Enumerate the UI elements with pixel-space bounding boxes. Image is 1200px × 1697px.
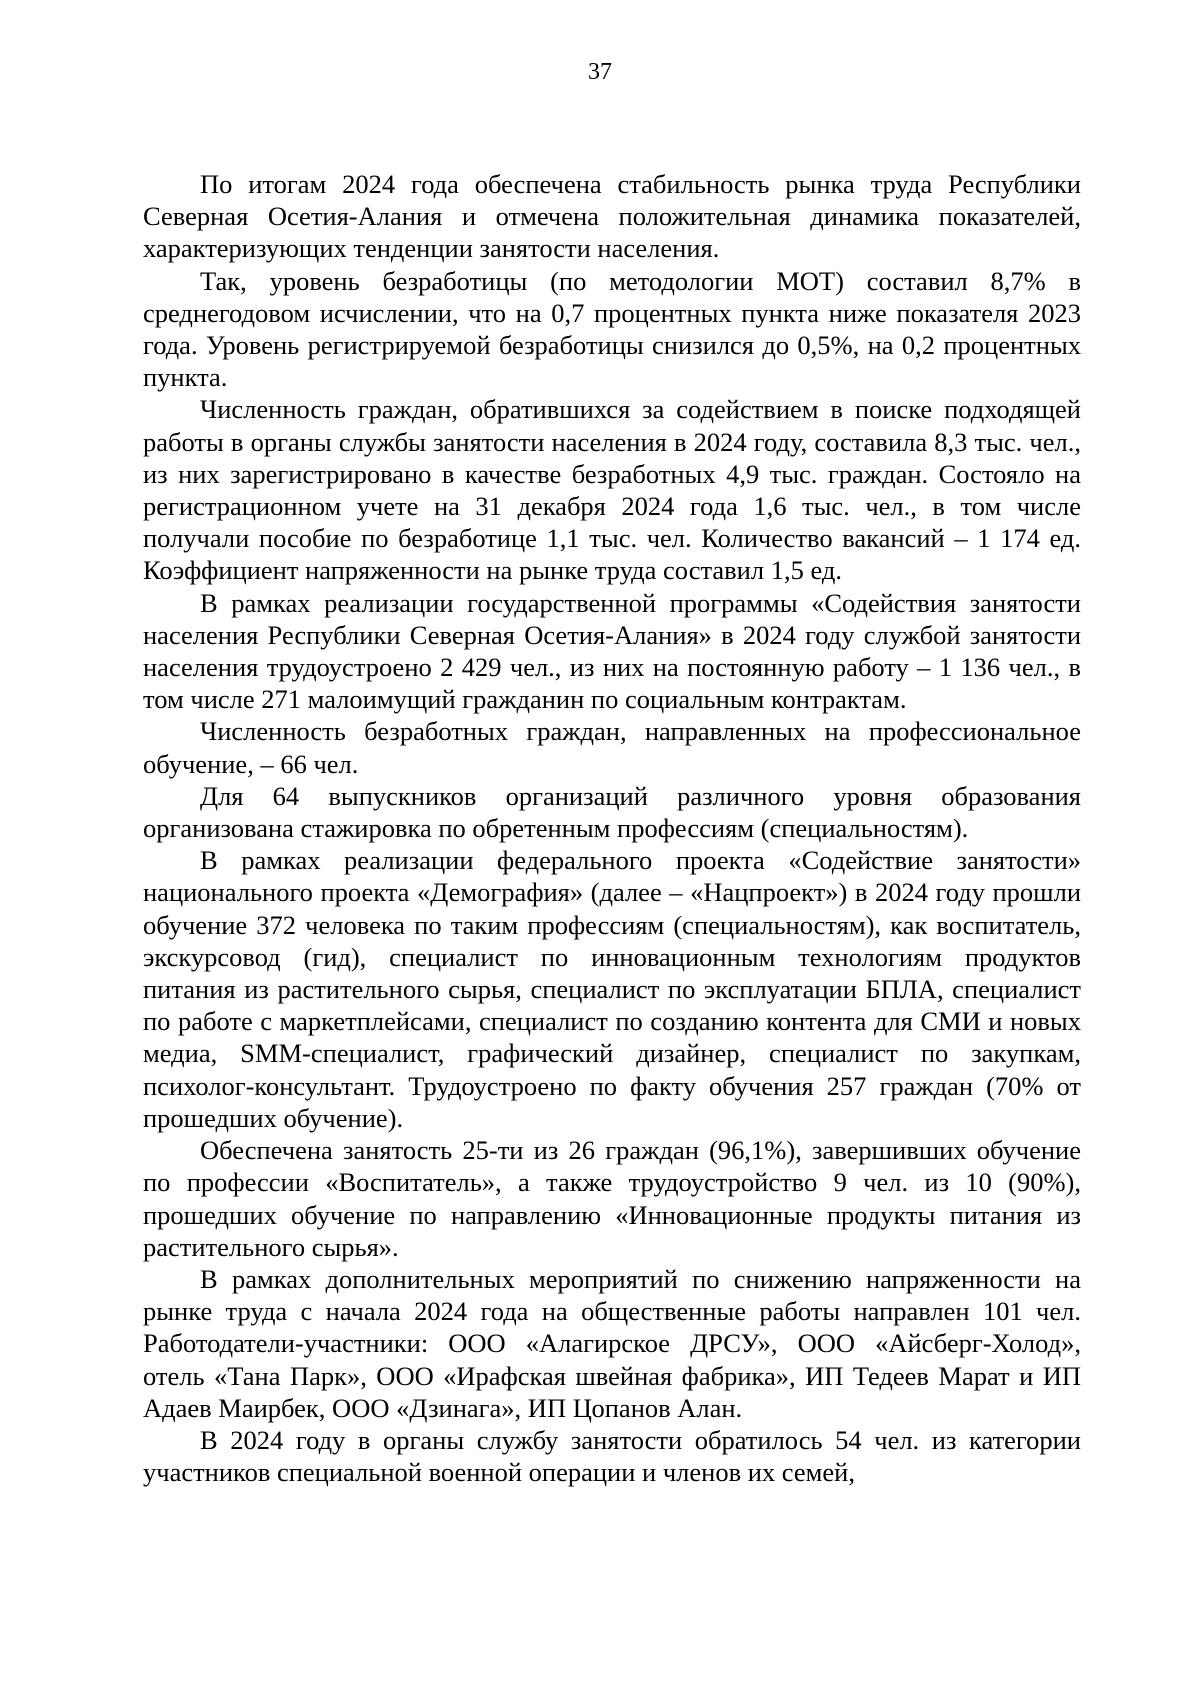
document-body	[143, 168, 1081, 1488]
paragraph-job-seekers: Численность граждан, обратившихся за содействием в поиске подходящей работы в органы службы занятости населения в 2024 году, составила 8,3 тыс. чел., из них зарегистрировано в качестве безработных 4,9 тыс. граждан. Состояло на регистрационном учете на 31 декабря 2024 года 1,6 тыс. чел., в том числе получали пособие по безработице 1,1 тыс. чел. Количество вакансий – 1 174 ед. Коэффициент напряженности на рынке труда составил 1,5 ед.	[143, 394, 1081, 586]
paragraph-unemployment-rate: Так, уровень безработицы (по методологии МОТ) составил 8,7% в среднегодовом исчислении, что на 0,7 процентных пункта ниже показателя 2023 года. Уровень регистрируемой безработицы снизился до 0,5%, на 0,2 процентных пункта.	[143, 265, 1081, 393]
paragraph-vocational-training: Численность безработных граждан, направленных на профессиональное обучение, – 66 чел.	[143, 716, 1081, 779]
paragraph-labor-market-stability: По итогам 2024 года обеспечена стабильность рынка труда Республики Северная Осетия-Алания и отмечена положительная динамика показателей, характеризующих тенденции занятости населения.	[143, 169, 1081, 264]
paragraph-employment-outcomes: Обеспечена занятость 25-ти из 26 граждан (96,1%), завершивших обучение по профессии «Воспитатель», а также трудоустройство 9 чел. из 10 (90%), прошедших обучение по направлению «Инновационные продукты питания из растительного сырья».	[143, 1135, 1081, 1262]
paragraph-state-program: В рамках реализации государственной программы «Содействия занятости населения Республики Северная Осетия-Алания» в 2024 году службой занятости населения трудоустроено 2 429 чел., из них на постоянную работу – 1 136 чел., в том числе 271 малоимущий гражданин по социальным контрактам.	[143, 587, 1081, 715]
paragraph-public-works: В рамках дополнительных мероприятий по снижению напряженности на рынке труда с начала 2024 года на общественные работы направлен 101 чел. Работодатели-участники: ООО «Алагирское ДРСУ», ООО «Айсберг-Холод», отель «Тана Парк», ООО «Ирафская швейная фабрика», ИП Тедеев Марат и ИП Адаев Маирбек, ООО «Дзинага», ИП Цопанов Алан.	[143, 1263, 1081, 1423]
paragraph-svo-participants: В 2024 году в органы службу занятости обратилось 54 чел. из категории участников специальной военной операции и членов их семей,	[143, 1424, 1081, 1488]
paragraph-federal-project: В рамках реализации федерального проекта «Содействие занятости» национального проекта «Демография» (далее – «Нацпроект») в 2024 году прошли обучение 372 человека по таким профессиям (специальностям), как воспитатель, экскурсовод (гид), специалист по инновационным технологиям продуктов питания из растительного сырья, специалист по эксплуатации БПЛА, специалист по работе с маркетплейсами, специалист по созданию контента для СМИ и новых медиа, SMM-специалист, графический дизайнер, специалист по закупкам, психолог-консультант. Трудоустроено по факту обучения 257 граждан (70% от прошедших обучение).	[143, 845, 1081, 1133]
page-number: 37	[588, 59, 612, 85]
paragraph-graduate-internships: Для 64 выпускников организаций различного уровня образования организована стажировка по обретенным профессиям (специальностям).	[143, 780, 1081, 844]
